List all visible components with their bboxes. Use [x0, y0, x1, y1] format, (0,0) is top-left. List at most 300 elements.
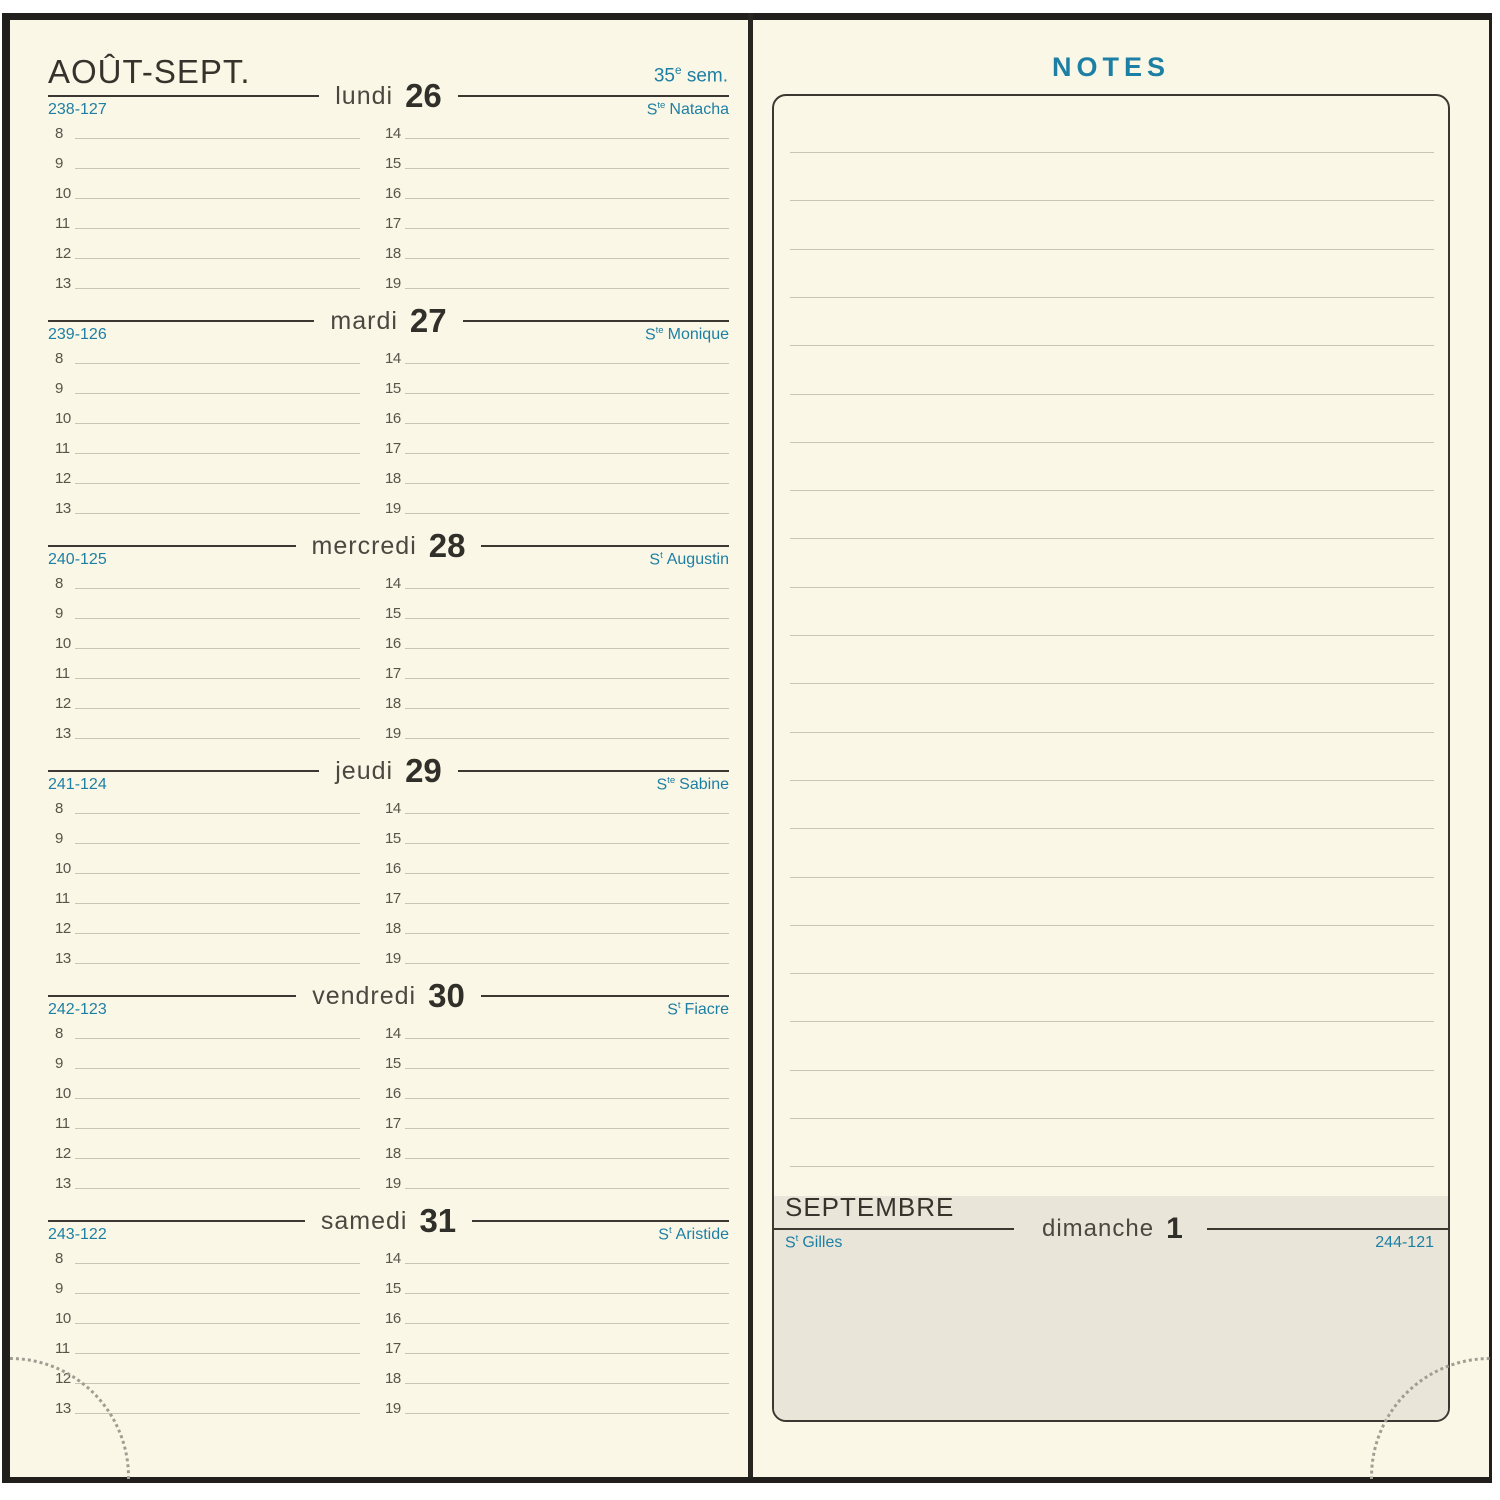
- saint-sup: te: [667, 775, 676, 786]
- day-number: 31: [419, 1202, 457, 1239]
- saint-text: Aristide: [675, 1226, 729, 1244]
- hour-label: 12: [55, 1145, 71, 1162]
- day-number: 26: [405, 77, 442, 114]
- hour-column-afternoon: [378, 112, 729, 292]
- hour-label: 11: [55, 215, 70, 232]
- hour-label: 9: [55, 380, 63, 397]
- hour-row: [48, 682, 360, 712]
- day-block: [48, 527, 729, 752]
- hour-label: 10: [55, 860, 71, 877]
- hour-row: [378, 172, 729, 202]
- saint-sup: te: [655, 325, 664, 336]
- hour-column-afternoon: [378, 562, 729, 742]
- hour-row: [378, 112, 729, 142]
- hour-row: [48, 232, 360, 262]
- hour-writing-line: [405, 1353, 729, 1354]
- sunday-day-code: 244-121: [1375, 1234, 1434, 1251]
- hour-row: [378, 1357, 729, 1387]
- hour-label: 12: [55, 920, 71, 937]
- hour-label: 14: [385, 575, 401, 592]
- hour-writing-line: [75, 288, 360, 289]
- hour-row: [48, 1297, 360, 1327]
- hour-column-afternoon: [378, 1012, 729, 1192]
- hour-writing-line: [405, 1158, 729, 1159]
- day-name: mercredi: [311, 531, 417, 560]
- hour-row: [378, 142, 729, 172]
- hour-row: [378, 937, 729, 967]
- saint-sup: t: [677, 1000, 681, 1011]
- hour-label: 15: [385, 380, 401, 397]
- hour-label: 15: [385, 155, 401, 172]
- hour-writing-line: [405, 1038, 729, 1039]
- hour-column-morning: [48, 112, 360, 292]
- hour-writing-line: [405, 393, 729, 394]
- hour-row: [378, 562, 729, 592]
- note-rule: [790, 828, 1434, 829]
- hour-row: [48, 262, 360, 292]
- hour-row: [48, 142, 360, 172]
- day-code: 242-123: [48, 1001, 107, 1018]
- notes-title: NOTES: [1051, 52, 1170, 82]
- sunday-header-rule-right: [1207, 1228, 1448, 1230]
- hour-row: [48, 202, 360, 232]
- hour-label: 9: [55, 155, 63, 172]
- day-block: [48, 302, 729, 527]
- hour-row: [378, 682, 729, 712]
- hour-row: [48, 1012, 360, 1042]
- hour-label: 19: [385, 275, 401, 292]
- hour-row: [48, 172, 360, 202]
- day-code: 241-124: [48, 776, 107, 793]
- hour-label: 10: [55, 1085, 71, 1102]
- hour-writing-line: [405, 933, 729, 934]
- hour-row: [378, 652, 729, 682]
- hour-writing-line: [75, 393, 360, 394]
- hour-label: 17: [385, 1115, 401, 1132]
- hour-writing-line: [405, 1188, 729, 1189]
- hour-writing-line: [405, 1128, 729, 1129]
- day-hour-grid: [48, 562, 729, 742]
- corner-arc-left: [10, 1357, 132, 1479]
- hour-writing-line: [75, 198, 360, 199]
- sunday-day-name: dimanche: [1042, 1215, 1155, 1242]
- note-rule: [790, 538, 1434, 539]
- hour-row: [378, 337, 729, 367]
- saint-prefix: S: [644, 326, 656, 344]
- hour-row: [48, 622, 360, 652]
- hour-row: [48, 1072, 360, 1102]
- day-name: lundi: [335, 81, 394, 110]
- hour-label: 8: [55, 800, 63, 817]
- saint-prefix: S: [785, 1234, 796, 1252]
- hour-writing-line: [75, 963, 360, 964]
- hour-column-morning: [48, 787, 360, 967]
- hour-row: [378, 1042, 729, 1072]
- hour-row: [48, 1042, 360, 1072]
- hour-label: 14: [385, 800, 401, 817]
- day-hour-grid: [48, 1237, 729, 1417]
- hour-row: [48, 457, 360, 487]
- hour-writing-line: [405, 1293, 729, 1294]
- note-rule: [790, 732, 1434, 733]
- day-code: 239-126: [48, 326, 107, 343]
- hour-label: 14: [385, 125, 401, 142]
- hour-row: [378, 1297, 729, 1327]
- hour-label: 8: [55, 575, 63, 592]
- day-code: 243-122: [48, 1226, 107, 1243]
- note-rule: [790, 152, 1434, 153]
- day-name: vendredi: [312, 981, 417, 1010]
- day-hour-grid: [48, 787, 729, 967]
- hour-row: [378, 1237, 729, 1267]
- note-rule: [790, 442, 1434, 443]
- saint-sup: te: [657, 100, 666, 111]
- saint-prefix: S: [649, 551, 661, 569]
- hour-row: [48, 712, 360, 742]
- hour-writing-line: [75, 1158, 360, 1159]
- saint-text: Gilles: [802, 1234, 843, 1252]
- hour-writing-line: [75, 588, 360, 589]
- saint-prefix: S: [658, 1226, 669, 1244]
- hour-label: 12: [55, 245, 71, 262]
- hour-writing-line: [405, 1323, 729, 1324]
- hour-label: 11: [55, 1340, 70, 1357]
- day-block: [48, 77, 729, 302]
- hour-label: 17: [385, 665, 401, 682]
- note-rule: [790, 780, 1434, 781]
- hour-row: [378, 817, 729, 847]
- day-header-rule-left: [48, 545, 296, 547]
- hour-label: 13: [55, 500, 71, 517]
- hour-label: 19: [385, 500, 401, 517]
- sunday-subheader: [785, 1234, 1434, 1252]
- hour-label: 13: [55, 1400, 71, 1417]
- hour-column-morning: [48, 562, 360, 742]
- hour-writing-line: [75, 1128, 360, 1129]
- day-name: samedi: [320, 1206, 408, 1235]
- hour-writing-line: [75, 843, 360, 844]
- note-rule: [790, 973, 1434, 974]
- hour-writing-line: [75, 168, 360, 169]
- hour-label: 13: [55, 725, 71, 742]
- hour-writing-line: [75, 363, 360, 364]
- hour-row: [378, 1132, 729, 1162]
- hour-label: 8: [55, 125, 63, 142]
- hour-label: 15: [385, 1055, 401, 1072]
- hour-label: 17: [385, 1340, 401, 1357]
- hour-row: [378, 712, 729, 742]
- day-header-rule-left: [48, 320, 314, 322]
- hour-label: 19: [385, 1175, 401, 1192]
- hour-label: 12: [55, 1370, 71, 1387]
- hour-column-afternoon: [378, 787, 729, 967]
- hour-writing-line: [75, 738, 360, 739]
- sunday-saint-name: [785, 1234, 842, 1252]
- hour-row: [378, 877, 729, 907]
- hour-label: 13: [55, 1175, 71, 1192]
- hour-label: 13: [55, 275, 71, 292]
- hour-label: 8: [55, 1025, 63, 1042]
- hour-label: 8: [55, 350, 63, 367]
- hour-row: [378, 487, 729, 517]
- hour-writing-line: [75, 1263, 360, 1264]
- hour-label: 17: [385, 440, 401, 457]
- hour-label: 9: [55, 605, 63, 622]
- hour-row: [378, 262, 729, 292]
- hour-label: 13: [55, 950, 71, 967]
- sunday-day-number: 1: [1166, 1212, 1183, 1245]
- saint-text: Fiacre: [684, 1001, 729, 1019]
- note-rule: [790, 490, 1434, 491]
- hour-row: [378, 1072, 729, 1102]
- hour-column-afternoon: [378, 1237, 729, 1417]
- hour-label: 14: [385, 1250, 401, 1267]
- hour-writing-line: [405, 423, 729, 424]
- hour-writing-line: [405, 708, 729, 709]
- hour-writing-line: [405, 1383, 729, 1384]
- hour-label: 16: [385, 410, 401, 427]
- hour-label: 14: [385, 350, 401, 367]
- note-rule: [790, 249, 1434, 250]
- hour-writing-line: [405, 678, 729, 679]
- hour-label: 9: [55, 1055, 63, 1072]
- hour-column-morning: [48, 1012, 360, 1192]
- note-rule: [790, 1166, 1434, 1167]
- day-number: 29: [405, 752, 442, 789]
- hour-label: 12: [55, 695, 71, 712]
- hour-row: [48, 1102, 360, 1132]
- hour-label: 19: [385, 950, 401, 967]
- hour-writing-line: [405, 1263, 729, 1264]
- day-header-rule-right: [458, 95, 729, 97]
- hour-writing-line: [75, 933, 360, 934]
- day-code: 238-127: [48, 101, 107, 118]
- hour-writing-line: [75, 258, 360, 259]
- note-rule: [790, 1021, 1434, 1022]
- hour-writing-line: [405, 258, 729, 259]
- hour-label: 19: [385, 1400, 401, 1417]
- hour-label: 18: [385, 470, 401, 487]
- hour-writing-line: [75, 1098, 360, 1099]
- day-header-rule-right: [472, 1220, 729, 1222]
- hour-row: [48, 337, 360, 367]
- hour-writing-line: [75, 813, 360, 814]
- hour-label: 11: [55, 440, 70, 457]
- note-rule: [790, 635, 1434, 636]
- hour-row: [48, 847, 360, 877]
- hour-writing-line: [75, 708, 360, 709]
- hour-row: [378, 787, 729, 817]
- day-header-rule-right: [463, 320, 729, 322]
- hour-row: [48, 652, 360, 682]
- saint-text: Augustin: [666, 551, 729, 569]
- saint-sup: t: [660, 550, 663, 561]
- hour-row: [48, 1237, 360, 1267]
- day-number: 27: [409, 302, 447, 339]
- hour-writing-line: [405, 738, 729, 739]
- day-block: [48, 1202, 729, 1427]
- hour-row: [48, 877, 360, 907]
- hour-row: [378, 1267, 729, 1297]
- hour-label: 17: [385, 890, 401, 907]
- hour-writing-line: [405, 963, 729, 964]
- hour-label: 16: [385, 635, 401, 652]
- hour-label: 18: [385, 920, 401, 937]
- hour-writing-line: [405, 1413, 729, 1414]
- hour-row: [48, 907, 360, 937]
- day-number: 30: [428, 977, 465, 1014]
- day-header-rule-left: [48, 95, 319, 97]
- hour-writing-line: [405, 288, 729, 289]
- hour-writing-line: [75, 513, 360, 514]
- hour-writing-line: [405, 1098, 729, 1099]
- note-rule: [790, 925, 1434, 926]
- week-number: 35: [653, 65, 675, 87]
- day-header-rule-left: [48, 1220, 305, 1222]
- hour-label: 16: [385, 860, 401, 877]
- hour-writing-line: [405, 1068, 729, 1069]
- month-label: AOÛT-SEPT.: [48, 53, 251, 90]
- note-rule: [790, 1118, 1434, 1119]
- hour-writing-line: [405, 198, 729, 199]
- hour-row: [48, 427, 360, 457]
- hour-writing-line: [405, 813, 729, 814]
- hour-row: [48, 487, 360, 517]
- day-hour-grid: [48, 1012, 729, 1192]
- hour-writing-line: [405, 168, 729, 169]
- hour-row: [48, 562, 360, 592]
- hour-writing-line: [75, 618, 360, 619]
- hour-row: [378, 1012, 729, 1042]
- hour-label: 16: [385, 185, 401, 202]
- hour-column-morning: [48, 337, 360, 517]
- hour-writing-line: [405, 513, 729, 514]
- hour-row: [48, 787, 360, 817]
- hour-writing-line: [405, 228, 729, 229]
- hour-writing-line: [75, 483, 360, 484]
- hour-label: 17: [385, 215, 401, 232]
- hour-row: [48, 367, 360, 397]
- hour-label: 11: [55, 890, 70, 907]
- hour-row: [378, 592, 729, 622]
- sunday-header-rule-left: [774, 1228, 1014, 1230]
- hour-label: 10: [55, 635, 71, 652]
- day-header-rule-right: [458, 770, 729, 772]
- hour-row: [48, 1327, 360, 1357]
- hour-writing-line: [75, 1068, 360, 1069]
- note-rule: [790, 297, 1434, 298]
- hour-row: [378, 1327, 729, 1357]
- hour-writing-line: [75, 678, 360, 679]
- hour-label: 11: [55, 665, 70, 682]
- hour-writing-line: [405, 453, 729, 454]
- day-number: 28: [428, 527, 466, 564]
- hour-label: 16: [385, 1310, 401, 1327]
- saint-text: Sabine: [679, 776, 729, 794]
- day-header-rule-right: [481, 545, 729, 547]
- hour-label: 9: [55, 1280, 63, 1297]
- hour-row: [48, 937, 360, 967]
- hour-label: 18: [385, 245, 401, 262]
- hour-label: 15: [385, 830, 401, 847]
- hour-row: [48, 1267, 360, 1297]
- hour-row: [48, 397, 360, 427]
- september-month-label: SEPTEMBRE: [785, 1192, 955, 1222]
- saint-sup: t: [668, 1225, 672, 1236]
- note-rule: [790, 1070, 1434, 1071]
- hour-writing-line: [75, 903, 360, 904]
- note-rule: [790, 345, 1434, 346]
- note-rule: [790, 877, 1434, 878]
- hour-row: [378, 847, 729, 877]
- hour-row: [48, 112, 360, 142]
- corner-arc-right: [1368, 1357, 1490, 1479]
- hour-writing-line: [405, 843, 729, 844]
- hour-writing-line: [75, 1038, 360, 1039]
- hour-writing-line: [405, 483, 729, 484]
- hour-label: 18: [385, 695, 401, 712]
- day-code: 240-125: [48, 551, 107, 568]
- hour-column-afternoon: [378, 337, 729, 517]
- saint-text: Monique: [667, 326, 729, 344]
- note-rule: [790, 200, 1434, 201]
- hour-writing-line: [75, 228, 360, 229]
- day-name: jeudi: [335, 756, 394, 785]
- hour-row: [378, 1387, 729, 1417]
- saint-prefix: S: [656, 776, 668, 794]
- hour-writing-line: [405, 138, 729, 139]
- hour-label: 16: [385, 1085, 401, 1102]
- saint-sup: t: [795, 1233, 799, 1244]
- hour-row: [378, 397, 729, 427]
- saint-prefix: S: [646, 101, 658, 119]
- hour-label: 9: [55, 830, 63, 847]
- hour-row: [378, 1102, 729, 1132]
- week-word: sem.: [686, 65, 728, 87]
- day-block: [48, 752, 729, 977]
- hour-label: 15: [385, 1280, 401, 1297]
- day-hour-grid: [48, 337, 729, 517]
- hour-row: [378, 1162, 729, 1192]
- hour-writing-line: [75, 648, 360, 649]
- hour-label: 8: [55, 1250, 63, 1267]
- hour-writing-line: [405, 363, 729, 364]
- hour-label: 10: [55, 185, 71, 202]
- day-name: mardi: [330, 306, 398, 335]
- hour-row: [48, 1132, 360, 1162]
- dotted-arc-icon: [1370, 1357, 1490, 1479]
- hour-writing-line: [75, 1188, 360, 1189]
- hour-writing-line: [405, 588, 729, 589]
- hour-row: [378, 232, 729, 262]
- hour-label: 10: [55, 1310, 71, 1327]
- hour-writing-line: [75, 453, 360, 454]
- hour-writing-line: [75, 138, 360, 139]
- hour-writing-line: [75, 873, 360, 874]
- hour-writing-line: [405, 873, 729, 874]
- day-header-rule-left: [48, 995, 296, 997]
- hour-label: 11: [55, 1115, 70, 1132]
- day-header-rule-right: [481, 995, 729, 997]
- hour-writing-line: [75, 1353, 360, 1354]
- page-gutter: [748, 13, 753, 1477]
- hour-row: [378, 367, 729, 397]
- hour-row: [48, 1162, 360, 1192]
- hour-row: [378, 202, 729, 232]
- note-rule: [790, 587, 1434, 588]
- notes-box: [772, 94, 1450, 1422]
- hour-row: [48, 592, 360, 622]
